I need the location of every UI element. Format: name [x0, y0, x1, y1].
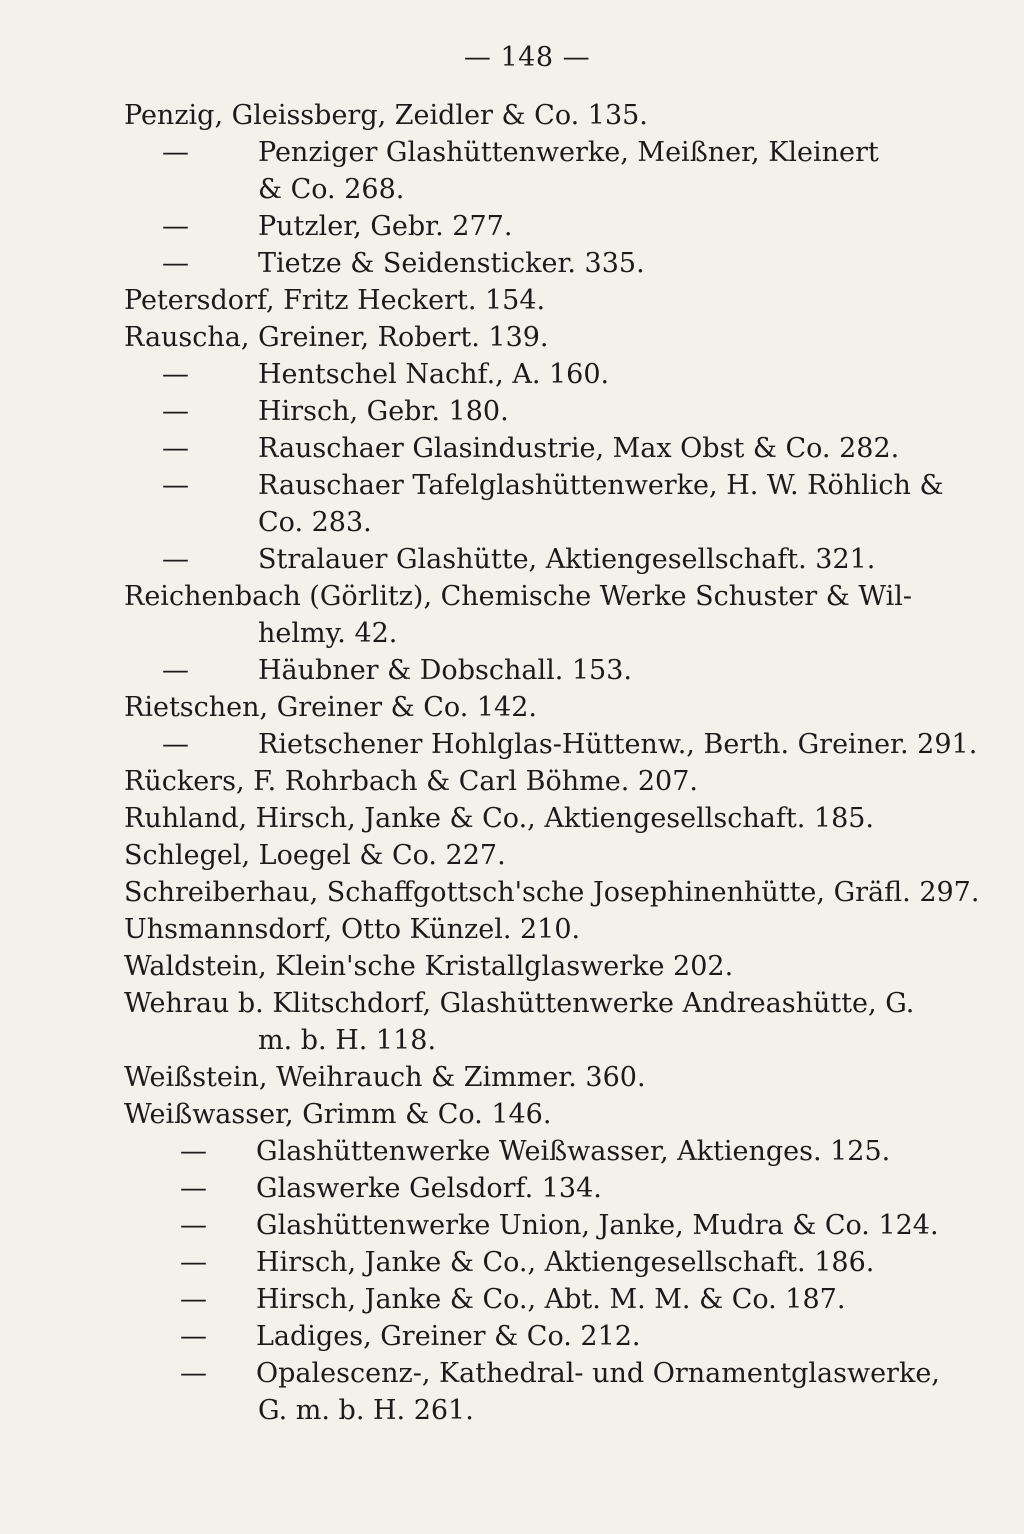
entry-text: Rauschaer Glasindustrie, Max Obst & Co. 282. — [258, 433, 900, 464]
ditto-dash: — — [162, 433, 189, 464]
index-entry — [124, 1096, 984, 1133]
index-entry — [124, 874, 984, 911]
ditto-dash: — — [180, 1284, 207, 1315]
ditto-dash: — — [162, 470, 189, 501]
index-entry-continuation — [124, 504, 984, 541]
entry-text: & Co. 268. — [258, 174, 405, 205]
entry-text: Rietschener Hohlglas-Hüttenw., Berth. Greiner. 291. — [258, 729, 978, 760]
index-entry — [124, 319, 984, 356]
index-subentry — [124, 1207, 984, 1244]
entry-text: Penziger Glashüttenwerke, Meißner, Kleinert — [258, 137, 879, 168]
ditto-dash: — — [180, 1247, 207, 1278]
index-subentry — [124, 430, 984, 467]
index-subentry — [124, 208, 984, 245]
index-entry — [124, 1059, 984, 1096]
entry-text: m. b. H. 118. — [258, 1025, 437, 1056]
index-entry-continuation — [124, 1022, 984, 1059]
entry-text: Waldstein, Klein'sche Kristallglaswerke 202. — [124, 951, 734, 982]
index-entry-continuation — [124, 171, 984, 208]
ditto-dash: — — [162, 359, 189, 390]
entry-text: Opalescenz-, Kathedral- und Ornamentglaswerke, — [256, 1358, 940, 1389]
ditto-dash: — — [180, 1136, 207, 1167]
ditto-dash: — — [180, 1210, 207, 1241]
index-entry-continuation — [124, 615, 984, 652]
index-entry — [124, 578, 984, 615]
ditto-dash: — — [180, 1358, 207, 1389]
entry-text: Glashüttenwerke Weißwasser, Aktienges. 125. — [256, 1136, 891, 1167]
entry-text: Ladiges, Greiner & Co. 212. — [256, 1321, 641, 1352]
entry-text: Uhsmannsdorf, Otto Künzel. 210. — [124, 914, 581, 945]
index-subentry — [124, 1170, 984, 1207]
entry-text: helmy. 42. — [258, 618, 398, 649]
entry-text: Stralauer Glashütte, Aktiengesellschaft. 321. — [258, 544, 876, 575]
index-subentry — [124, 134, 984, 171]
entry-text: Schlegel, Loegel & Co. 227. — [124, 840, 506, 871]
index-entry — [124, 985, 984, 1022]
entry-text: Reichenbach (Görlitz), Chemische Werke Schuster & Wil- — [124, 581, 913, 612]
index-entry — [124, 689, 984, 726]
entry-text: Penzig, Gleissberg, Zeidler & Co. 135. — [124, 100, 648, 131]
ditto-dash: — — [162, 544, 189, 575]
ditto-dash: — — [180, 1173, 207, 1204]
ditto-dash: — — [162, 211, 189, 242]
index-subentry — [124, 541, 984, 578]
entry-text: Glaswerke Gelsdorf. 134. — [256, 1173, 602, 1204]
index-subentry — [124, 1355, 984, 1392]
index-entry-continuation — [124, 1392, 984, 1429]
index-subentry — [124, 1133, 984, 1170]
entry-text: Tietze & Seidensticker. 335. — [258, 248, 645, 279]
ditto-dash: — — [162, 396, 189, 427]
entry-text: Schreiberhau, Schaffgottsch'sche Josephinenhütte, Gräfl. 297. — [124, 877, 980, 908]
entry-text: Häubner & Dobschall. 153. — [258, 655, 632, 686]
entry-text: Hirsch, Janke & Co., Abt. M. M. & Co. 187. — [256, 1284, 846, 1315]
index-subentry — [124, 467, 984, 504]
entry-text: Hirsch, Gebr. 180. — [258, 396, 509, 427]
entry-text: Rietschen, Greiner & Co. 142. — [124, 692, 537, 723]
index-entry — [124, 97, 984, 134]
entry-text: Glashüttenwerke Union, Janke, Mudra & Co. 124. — [256, 1210, 939, 1241]
entry-text: Hirsch, Janke & Co., Aktiengesellschaft. 186. — [256, 1247, 875, 1278]
index-list — [124, 97, 984, 1429]
index-subentry — [124, 356, 984, 393]
entry-text: Putzler, Gebr. 277. — [258, 211, 513, 242]
entry-text: Weißwasser, Grimm & Co. 146. — [124, 1099, 552, 1130]
entry-text: Wehrau b. Klitschdorf, Glashüttenwerke Andreashütte, G. — [124, 988, 915, 1019]
index-entry — [124, 282, 984, 319]
entry-text: Petersdorf, Fritz Heckert. 154. — [124, 285, 546, 316]
index-entry — [124, 763, 984, 800]
index-subentry — [124, 652, 984, 689]
ditto-dash: — — [180, 1321, 207, 1352]
index-entry — [124, 911, 984, 948]
entry-text: Ruhland, Hirsch, Janke & Co., Aktiengesellschaft. 185. — [124, 803, 875, 834]
entry-text: Co. 283. — [258, 507, 372, 538]
ditto-dash: — — [162, 655, 189, 686]
index-subentry — [124, 726, 984, 763]
entry-text: Rauschaer Tafelglashüttenwerke, H. W. Röhlich & — [258, 470, 944, 501]
index-subentry — [124, 1281, 984, 1318]
ditto-dash: — — [162, 137, 189, 168]
entry-text: Weißstein, Weihrauch & Zimmer. 360. — [124, 1062, 646, 1093]
ditto-dash: — — [162, 729, 189, 760]
index-entry — [124, 800, 984, 837]
index-subentry — [124, 1244, 984, 1281]
index-subentry — [124, 393, 984, 430]
entry-text: Hentschel Nachf., A. 160. — [258, 359, 610, 390]
entry-text: G. m. b. H. 261. — [258, 1395, 474, 1426]
index-subentry — [124, 245, 984, 282]
page-number: — 148 — — [463, 42, 591, 73]
entry-text: Rückers, F. Rohrbach & Carl Böhme. 207. — [124, 766, 699, 797]
index-entry — [124, 837, 984, 874]
ditto-dash: — — [162, 248, 189, 279]
index-entry — [124, 948, 984, 985]
index-subentry — [124, 1318, 984, 1355]
entry-text: Rauscha, Greiner, Robert. 139. — [124, 322, 549, 353]
